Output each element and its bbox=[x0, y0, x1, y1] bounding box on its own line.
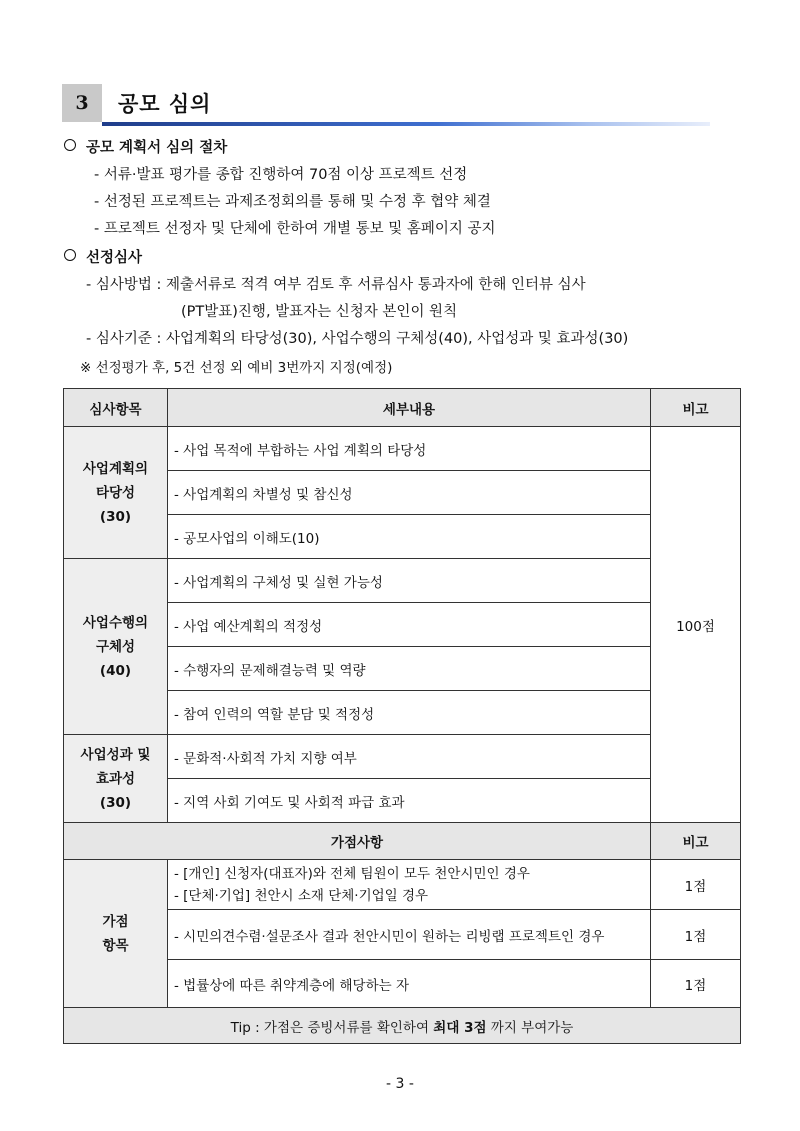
detail-cell: - 참여 인력의 역할 분담 및 적정성 bbox=[168, 691, 651, 735]
selection-note: ※ 선정평가 후, 5건 선정 외 예비 3번까지 지정(예정) bbox=[80, 360, 393, 376]
category-name: 타당성 bbox=[95, 484, 136, 501]
bonus-detail-cell: - 법률상에 따른 취약계층에 해당하는 자 bbox=[168, 960, 651, 1008]
bonus-detail-cell bbox=[168, 860, 651, 910]
detail-cell: - 지역 사회 기여도 및 사회적 파급 효과 bbox=[168, 779, 651, 823]
category-name: 사업성과 및 bbox=[80, 746, 151, 763]
table-row bbox=[64, 860, 741, 910]
selection-title: 선정심사 bbox=[86, 250, 143, 266]
header-detail: 세부내용 bbox=[168, 389, 651, 427]
procedure-item: - 프로젝트 선정자 및 단체에 한하여 개별 통보 및 홈페이지 공지 bbox=[94, 221, 496, 237]
total-remark-cell: 100점 bbox=[651, 427, 741, 823]
detail-cell: - 사업 목적에 부합하는 사업 계획의 타당성 bbox=[168, 427, 651, 471]
page-number: - 3 - bbox=[386, 1076, 414, 1092]
bonus-score: 1점 bbox=[651, 960, 741, 1008]
bonus-detail-cell: - 시민의견수렴·설문조사 결과 천안시민이 원하는 리빙랩 프로젝트인 경우 bbox=[168, 910, 651, 960]
category-cell bbox=[64, 559, 168, 735]
bonus-category-name: 항목 bbox=[102, 937, 129, 954]
detail-cell: - 사업 예산계획의 적정성 bbox=[168, 603, 651, 647]
detail-cell: - 사업계획의 구체성 및 실현 가능성 bbox=[168, 559, 651, 603]
section-header bbox=[62, 84, 710, 128]
section-title: 공모 심의 bbox=[118, 92, 212, 116]
bonus-category-cell bbox=[64, 860, 168, 1008]
bonus-score: 1점 bbox=[651, 910, 741, 960]
category-weight: (40) bbox=[99, 662, 132, 679]
category-weight: (30) bbox=[99, 508, 132, 525]
procedure-item: - 선정된 프로젝트는 과제조정회의를 통해 및 수정 후 협약 체결 bbox=[94, 194, 491, 210]
header-remark: 비고 bbox=[651, 389, 741, 427]
procedure-item: - 서류·발표 평가를 종합 진행하여 70점 이상 프로젝트 선정 bbox=[94, 167, 468, 183]
detail-cell: - 공모사업의 이해도(10) bbox=[168, 515, 651, 559]
table-header-row bbox=[64, 389, 741, 427]
tip-highlight: 최대 3점 bbox=[433, 1019, 487, 1036]
detail-cell: - 수행자의 문제해결능력 및 역량 bbox=[168, 647, 651, 691]
table-row bbox=[64, 427, 741, 471]
category-name: 구체성 bbox=[95, 638, 136, 655]
tip-row bbox=[64, 1008, 741, 1044]
category-name: 사업계획의 bbox=[82, 460, 149, 477]
section-number: 3 bbox=[62, 84, 102, 122]
detail-cell: - 사업계획의 차별성 및 참신성 bbox=[168, 471, 651, 515]
selection-criteria: - 심사기준 : 사업계획의 타당성(30), 사업수행의 구체성(40), 사업성과 및 효과성(30) bbox=[86, 331, 629, 347]
bonus-detail-line: - [개인] 신청자(대표자)와 전체 팀원이 모두 천안시민인 경우 bbox=[174, 865, 530, 882]
table-row bbox=[64, 559, 741, 603]
selection-heading bbox=[64, 246, 142, 267]
circle-bullet-icon bbox=[64, 249, 76, 261]
category-weight: (30) bbox=[99, 794, 132, 811]
bonus-score: 1점 bbox=[651, 860, 741, 910]
section-underline bbox=[102, 122, 710, 126]
tip-text: Tip : 가점은 증빙서류를 확인하여 bbox=[230, 1019, 434, 1036]
circle-bullet-icon bbox=[64, 139, 76, 151]
category-cell bbox=[64, 735, 168, 823]
tip-text: 까지 부여가능 bbox=[486, 1019, 574, 1036]
category-name: 사업수행의 bbox=[82, 614, 149, 631]
category-cell bbox=[64, 427, 168, 559]
procedure-title: 공모 계획서 심의 절차 bbox=[86, 140, 228, 156]
bonus-category-name: 가점 bbox=[102, 913, 129, 930]
detail-cell: - 문화적·사회적 가치 지향 여부 bbox=[168, 735, 651, 779]
header-category: 심사항목 bbox=[64, 389, 168, 427]
tip-cell bbox=[64, 1008, 741, 1044]
table-row bbox=[64, 735, 741, 779]
category-name: 효과성 bbox=[95, 770, 136, 787]
selection-method: - 심사방법 : 제출서류로 적격 여부 검토 후 서류심사 통과자에 한해 인터뷰 심사 bbox=[86, 277, 586, 293]
bonus-header-row bbox=[64, 823, 741, 860]
procedure-heading bbox=[64, 136, 227, 157]
selection-method-cont: (PT발표)진행, 발표자는 신청자 본인이 원칙 bbox=[181, 304, 458, 320]
review-table bbox=[63, 388, 741, 1044]
bonus-detail-line: - [단체·기업] 천안시 소재 단체·기업일 경우 bbox=[174, 887, 429, 904]
bonus-remark-header: 비고 bbox=[651, 823, 741, 860]
bonus-header: 가점사항 bbox=[64, 823, 651, 860]
